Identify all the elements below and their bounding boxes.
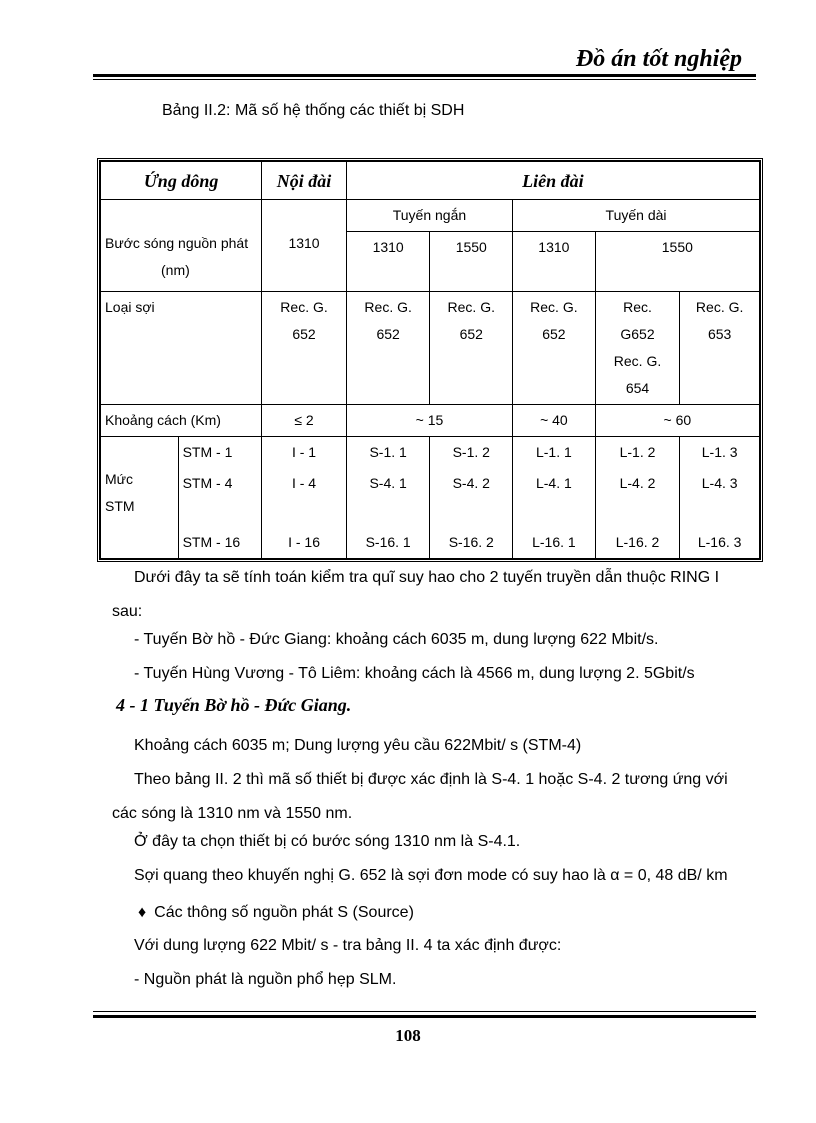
paragraph-table-ref-line2: các sóng là 1310 nm và 1550 nm.: [112, 805, 353, 822]
fiber-sd2-l4: 654: [625, 380, 650, 396]
buoc-song-unit: (nm): [161, 262, 190, 278]
stm1-level: STM - 1: [178, 437, 262, 469]
cell-fiber-sd2: [595, 292, 680, 405]
paragraph-choice: Ở đây ta chọn thiết bị có bước sóng 1310 nm là S-4.1.: [134, 833, 521, 850]
cell-wl-sn1: 1310: [346, 232, 430, 292]
paragraph-source-type: - Nguồn phát là nguồn phổ hẹp SLM.: [134, 971, 397, 988]
muc-stm-l2: STM: [105, 498, 135, 514]
stm1-sd2: L-1. 2: [595, 437, 680, 469]
cell-dist-dai2: ~ 60: [595, 405, 759, 437]
header-lien-dai: Liên đài: [346, 162, 759, 200]
fiber-sn2-l1: Rec. G.: [447, 299, 495, 315]
fiber-sn1-l1: Rec. G.: [364, 299, 412, 315]
fiber-sd1-l2: 652: [542, 326, 566, 342]
header-noi-dai: Nội đài: [262, 162, 347, 200]
table-row-distance: [101, 405, 760, 437]
paragraph-distance: Khoảng cách 6035 m; Dung lượng yêu cầu 622Mbit/ s (STM-4): [134, 737, 582, 754]
fiber-noi-l1: Rec. G.: [280, 299, 328, 315]
table-row-stm16: [101, 527, 760, 559]
table-header-row: [101, 162, 760, 200]
cell-buoc-song: [101, 200, 262, 292]
cell-wl-noi: 1310: [262, 200, 347, 292]
cell-wl-sn2: 1550: [430, 232, 513, 292]
route-item-bo-ho: - Tuyến Bờ hồ - Đức Giang: khoảng cách 6035 m, dung lượng 622 Mbit/s.: [134, 631, 659, 648]
stm16-sn2: S-16. 2: [430, 527, 513, 559]
stm1-noi: I - 1: [262, 437, 347, 469]
stm16-sd2: L-16. 2: [595, 527, 680, 559]
stm4-sd1: L-4. 1: [513, 468, 596, 527]
cell-wl-sd2: 1550: [595, 232, 759, 292]
paragraph-intro-line1: Dưới đây ta sẽ tính toán kiểm tra quĩ suy hao cho 2 tuyến truyền dẫn thuộc RING I: [134, 569, 720, 586]
header-rule-thin: [93, 79, 756, 80]
cell-muc-stm: [101, 437, 179, 559]
fiber-noi-l2: 652: [292, 326, 316, 342]
paragraph-intro-line2: sau:: [112, 603, 143, 620]
stm16-level: STM - 16: [178, 527, 262, 559]
table-row-subheader: [101, 200, 760, 232]
cell-fiber-sd1: [513, 292, 596, 405]
stm4-sd2: L-4. 2: [595, 468, 680, 527]
diamond-bullet-icon: ♦: [138, 904, 147, 921]
cell-loai-soi: Loại sợi: [101, 292, 262, 405]
paragraph-capacity: Với dung lượng 622 Mbit/ s - tra bảng II. 4 ta xác định được:: [134, 937, 562, 954]
bullet-source-params: [138, 896, 756, 930]
stm16-sn1: S-16. 1: [346, 527, 430, 559]
header-rule-thick: [93, 74, 756, 77]
route-item-hung-vuong: - Tuyến Hùng Vương - Tô Liêm: khoảng cách là 4566 m, dung lượng 2. 5Gbit/s: [134, 665, 695, 682]
paragraph-table-ref-line1: Theo bảng II. 2 thì mã số thiết bị được xác định là S-4. 1 hoặc S-4. 2 tương ứng với: [134, 771, 728, 788]
fiber-sd2-l3: Rec. G.: [613, 353, 662, 369]
stm4-sn2: S-4. 2: [430, 468, 513, 527]
buoc-song-label: Bước sóng nguồn phát: [105, 235, 249, 251]
fiber-sn2-l2: 652: [459, 326, 483, 342]
stm1-sn1: S-1. 1: [346, 437, 430, 469]
bullet-source-params-text: Các thông số nguồn phát S (Source): [154, 904, 414, 921]
cell-dist-dai1: ~ 40: [513, 405, 596, 437]
document-header-title: Đồ án tốt nghiệp: [575, 46, 742, 72]
header-ung-dung: Ứng dông: [101, 162, 262, 200]
cell-dist-noi: ≤ 2: [262, 405, 347, 437]
cell-khoang-cach: Khoảng cách (Km): [101, 405, 262, 437]
stm16-noi: I - 16: [262, 527, 347, 559]
cell-fiber-sn2: [430, 292, 513, 405]
fiber-sd2-l1: Rec.: [623, 299, 652, 315]
fiber-sd2-l2: G652: [620, 326, 655, 342]
page-number: 108: [395, 1026, 421, 1045]
cell-fiber-sn1: [346, 292, 430, 405]
footer-rule-thick: [93, 1015, 756, 1018]
cell-tuyen-ngan: Tuyến ngắn: [346, 200, 512, 232]
fiber-sd3-l2: 653: [707, 326, 732, 342]
footer-rule-thin: [93, 1011, 756, 1012]
table-row-stm1: [101, 437, 760, 469]
stm1-sd3: L-1. 3: [680, 437, 760, 469]
stm4-sd3: L-4. 3: [680, 468, 760, 527]
fiber-sd1-l1: Rec. G.: [530, 299, 578, 315]
table-caption: Bảng II.2: Mã số hệ thống các thiết bị SDH: [162, 102, 465, 119]
stm4-level: STM - 4: [178, 468, 262, 527]
stm16-sd3: L-16. 3: [680, 527, 760, 559]
table-row-fiber: [101, 292, 760, 405]
table-row-stm4: [101, 468, 760, 527]
muc-stm-l1: Mức: [105, 471, 134, 487]
sdh-code-table: [97, 158, 763, 562]
paragraph-fiber: Sợi quang theo khuyến nghị G. 652 là sợi đơn mode có suy hao là α = 0, 48 dB/ km: [134, 867, 728, 884]
cell-wl-sd1: 1310: [513, 232, 596, 292]
cell-fiber-noi: [262, 292, 347, 405]
cell-fiber-sd3: [680, 292, 760, 405]
stm1-sn2: S-1. 2: [430, 437, 513, 469]
section-heading: 4 - 1 Tuyến Bờ hồ - Đức Giang.: [116, 695, 352, 715]
fiber-sd3-l1: Rec. G.: [695, 299, 744, 315]
paragraph-table-ref: [112, 763, 756, 831]
fiber-sn1-l2: 652: [376, 326, 400, 342]
paragraph-intro: [112, 561, 756, 629]
stm1-sd1: L-1. 1: [513, 437, 596, 469]
cell-tuyen-dai: Tuyến dài: [513, 200, 760, 232]
stm4-sn1: S-4. 1: [346, 468, 430, 527]
cell-dist-ngan: ~ 15: [346, 405, 512, 437]
stm4-noi: I - 4: [262, 468, 347, 527]
stm16-sd1: L-16. 1: [513, 527, 596, 559]
